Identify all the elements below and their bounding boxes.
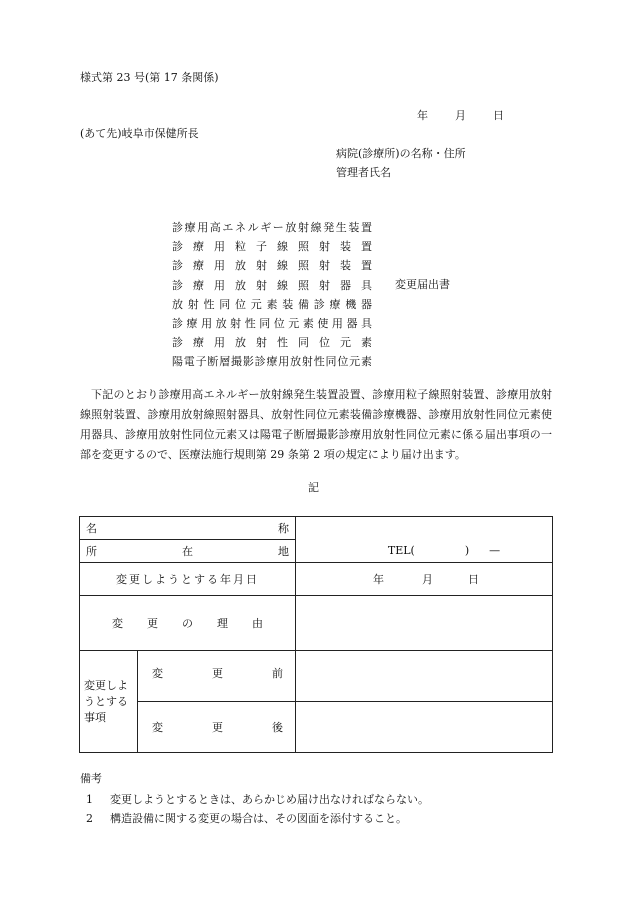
- change-form-table: [79, 516, 553, 753]
- before-label-cell: [138, 651, 296, 702]
- after-label-cell: [138, 702, 296, 753]
- remark-text: 構造設備に関する変更の場合は、その図面を添付すること。: [110, 812, 407, 825]
- reason-value-cell[interactable]: [296, 596, 553, 651]
- address-label-cell: [80, 540, 296, 563]
- addressee: (あて先)岐阜市保健所長: [80, 127, 199, 140]
- name-address-value-cell[interactable]: [296, 517, 553, 563]
- after-label-char: 後: [272, 721, 283, 734]
- remark-number: 1: [86, 793, 93, 806]
- body-text: 下記のとおり診療用高エネルギー放射線発生装置設置、診療用粒子線照射装置、診療用放射線照射装置、診療用放射線照射器具、放射性同位元素装備診療機器、診療用放射性同位元素使用器具、診療用放射性同位元素又は陽電子断層撮影診療用放射性同位元素に係る届出事項の一部を変更するので、医療法施行規則第 29 条第 2 項の規定により届け出ます。: [80, 388, 552, 461]
- matters-label: 変更しようとする事項: [84, 678, 128, 724]
- address-label-a: 所: [86, 545, 97, 558]
- tel-field[interactable]: [296, 544, 552, 557]
- submission-date: [417, 110, 504, 121]
- planned-date-month: 月: [422, 573, 433, 586]
- remark-item: [86, 813, 407, 824]
- equipment-item: 診療用放射性同位元素使用器具: [172, 316, 372, 330]
- notice-title: 変更届出書: [395, 278, 450, 291]
- before-label-char: 変: [152, 667, 163, 680]
- ki-heading: 記: [308, 481, 319, 494]
- name-label-cell: [80, 517, 296, 540]
- tel-label: TEL(: [387, 544, 415, 557]
- name-label-a: 名: [86, 522, 97, 535]
- planned-date-label-cell: [80, 563, 296, 596]
- reason-label-char: 変: [112, 617, 123, 630]
- date-month: 月: [455, 109, 466, 122]
- after-value-cell[interactable]: [296, 702, 553, 753]
- before-label-char: 更: [212, 667, 223, 680]
- planned-date-value-cell[interactable]: [296, 563, 553, 596]
- manager-label: 管理者氏名: [336, 166, 391, 179]
- equipment-item: 診療用高エネルギー放射線発生装置: [172, 221, 372, 234]
- address-label-c: 地: [278, 545, 289, 558]
- after-label-char: 更: [212, 721, 223, 734]
- tel-dash: —: [489, 544, 501, 557]
- before-value-cell[interactable]: [296, 651, 553, 702]
- matters-label-cell: [80, 651, 138, 753]
- remark-item: [86, 794, 429, 805]
- hospital-label: 病院(診療所)の名称・住所: [336, 147, 466, 160]
- planned-date-day: 日: [468, 573, 479, 586]
- equipment-item: 陽電子断層撮影診療用放射性同位元素: [172, 355, 372, 369]
- name-label-b: 称: [278, 522, 289, 535]
- tel-close: ): [464, 544, 470, 557]
- remark-number: 2: [86, 812, 93, 825]
- after-label-char: 変: [152, 721, 163, 734]
- remarks-heading: 備考: [80, 772, 102, 785]
- address-label-b: 在: [182, 545, 193, 558]
- date-day: 日: [493, 109, 504, 122]
- equipment-item: 放射性同位元素装備診療機器: [172, 297, 372, 311]
- planned-date-year: 年: [373, 573, 384, 586]
- before-label-char: 前: [272, 667, 283, 680]
- equipment-list: [172, 222, 372, 376]
- date-year: 年: [417, 109, 428, 122]
- equipment-item: 診療用放射線照射器具: [172, 278, 372, 292]
- equipment-item: 診療用放射性同位元素: [172, 336, 372, 350]
- reason-label-char: の: [182, 617, 193, 630]
- equipment-item: 診療用放射線照射装置: [172, 259, 372, 273]
- equipment-item: 診療用粒子線照射装置: [172, 240, 372, 254]
- reason-label-char: 由: [252, 617, 263, 630]
- reason-label-cell: [80, 596, 296, 651]
- reason-label-char: 理: [217, 617, 228, 630]
- reason-label-char: 更: [147, 617, 158, 630]
- form-number: 様式第 23 号(第 17 条関係): [80, 71, 219, 84]
- remark-text: 変更しようとするときは、あらかじめ届け出なければならない。: [110, 793, 429, 806]
- planned-date-label: 変更しようとする年月日: [116, 573, 259, 586]
